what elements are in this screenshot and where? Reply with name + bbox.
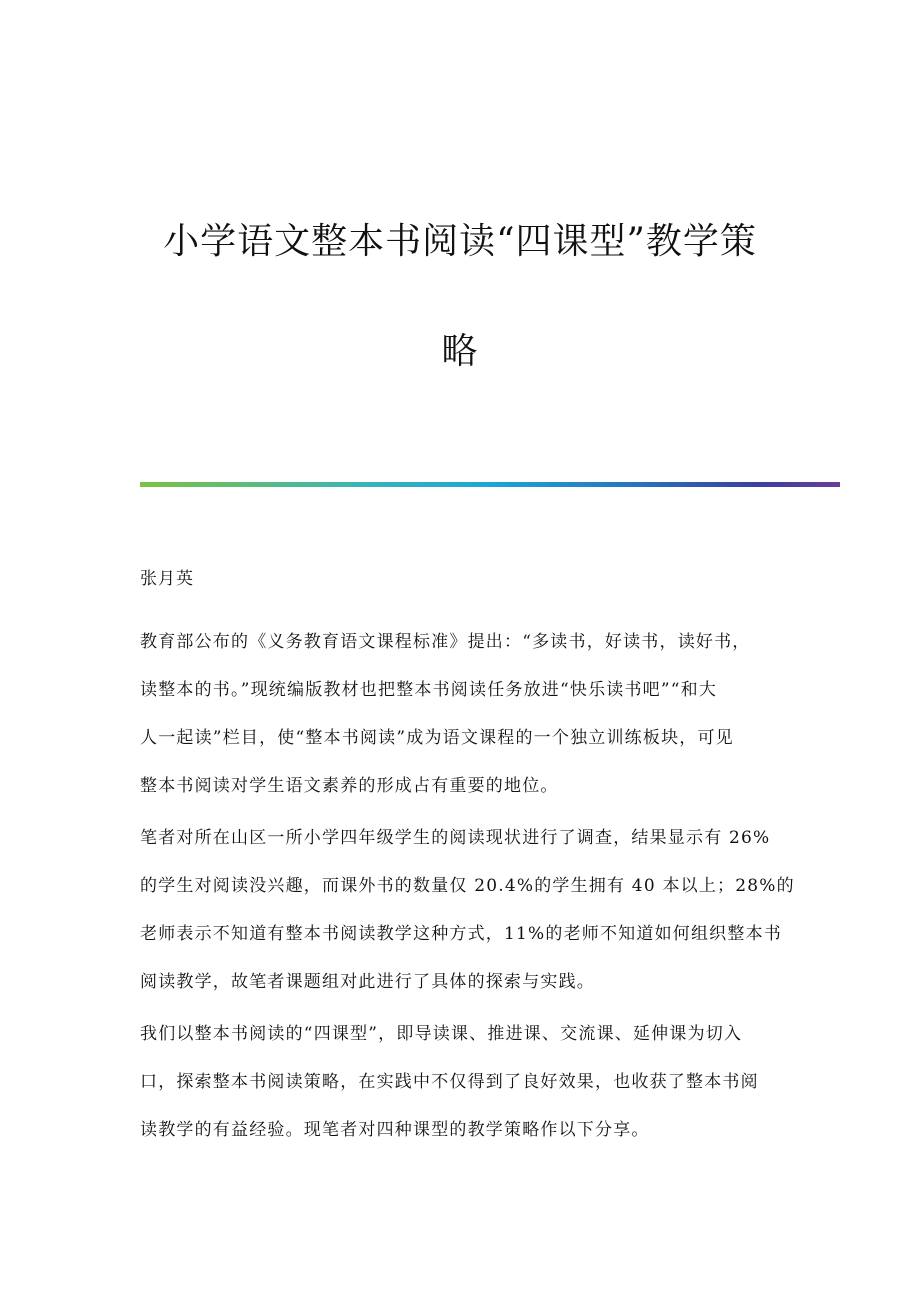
document-body — [140, 562, 795, 1158]
paragraph-line: 读教学的有益经验。现笔者对四种课型的教学策略作以下分享。 — [140, 1120, 650, 1140]
paragraph-line: 我们以整本书阅读的“四课型”，即导读课、推进课、交流课、延伸课为切入 — [140, 1024, 743, 1044]
paragraph-line: 老师表示不知道有整本书阅读教学这种方式，11%的老师不知道如何组织整本书 — [140, 924, 782, 944]
paragraph-line: 读整本的书。”现统编版教材也把整本书阅读任务放进“快乐读书吧”“和大 — [140, 680, 718, 700]
paragraph-line: 人一起读”栏目，使“整本书阅读”成为语文课程的一个独立训练板块，可见 — [140, 728, 734, 748]
paragraph-line: 阅读教学，故笔者课题组对此进行了具体的探索与实践。 — [140, 972, 595, 992]
paragraph-line: 笔者对所在山区一所小学四年级学生的阅读现状进行了调查，结果显示有 26% — [140, 828, 771, 848]
document-title — [0, 214, 920, 380]
paragraph-line: 整本书阅读对学生语文素养的形成占有重要的地位。 — [140, 776, 559, 796]
author-name: 张月英 — [140, 569, 194, 589]
paragraph-1 — [140, 618, 780, 810]
title-line-2: 略 — [441, 331, 479, 372]
gradient-divider — [140, 482, 840, 487]
paragraph-line: 的学生对阅读没兴趣，而课外书的数量仅 20.4%的学生拥有 40 本以上；28%的 — [140, 876, 795, 896]
paragraph-line: 教育部公布的《义务教育语文课程标准》提出：“多读书，好读书，读好书， — [140, 632, 751, 652]
paragraph-3 — [140, 1010, 780, 1154]
paragraph-line: 口，探索整本书阅读策略，在实践中不仅得到了良好效果，也收获了整本书阅 — [140, 1072, 759, 1092]
paragraph-2 — [140, 814, 795, 1006]
title-line-1: 小学语文整本书阅读“四课型”教学策 — [163, 221, 757, 262]
